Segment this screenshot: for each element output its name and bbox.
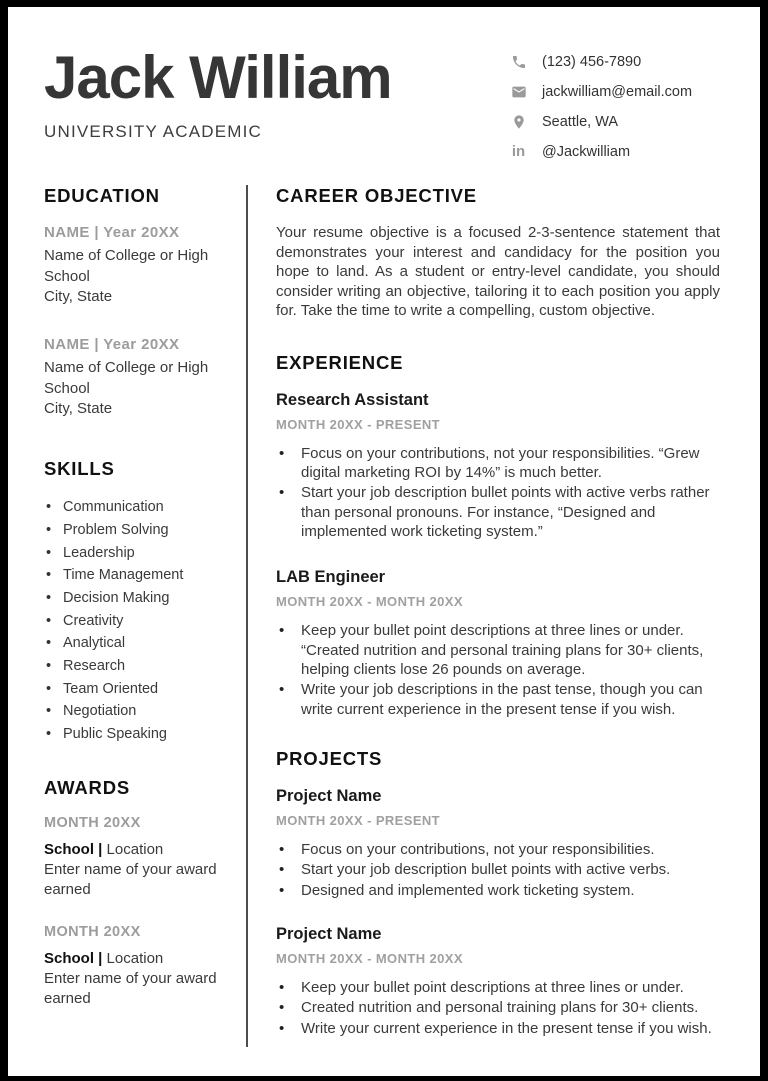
- header: [8, 7, 760, 177]
- bullet-item: • Created nutrition and personal training plans for 30+ clients.: [276, 998, 720, 1017]
- job-title: Research Assistant: [276, 390, 429, 409]
- project-title: Project Name: [276, 924, 382, 943]
- linkedin-icon: in: [511, 143, 526, 160]
- project-dates: MONTH 20XX - PRESENT: [276, 812, 441, 828]
- column-divider: [246, 185, 248, 1047]
- skill-item: • Communication: [44, 496, 230, 519]
- bullet-item: • Keep your bullet point descriptions at three lines or under.: [276, 978, 720, 997]
- content: [8, 177, 760, 1039]
- bullet-item: • Keep your bullet point descriptions at three lines or under. “Created nutrition and personal training plans for 30+ clients, helping clients lose 26 pounds on average.: [276, 621, 720, 679]
- contact-linkedin: @Jackwilliam: [542, 143, 631, 160]
- header-identity: [44, 44, 392, 142]
- contact-phone: (123) 456-7890: [542, 53, 642, 70]
- project-bullet-list: [276, 840, 720, 900]
- skill-item: • Decision Making: [44, 587, 230, 610]
- skill-item: • Leadership: [44, 542, 230, 565]
- award-school-line: [44, 949, 230, 969]
- job-bullet-list: [276, 444, 720, 542]
- skill-item: • Time Management: [44, 564, 230, 587]
- project-bullet-list: [276, 978, 720, 1038]
- skill-item: • Public Speaking: [44, 723, 230, 746]
- bullet-item: • Start your job description bullet points with active verbs rather than personal pronouns. For instance, “Designed and implemented work ticketing system.”: [276, 483, 720, 541]
- person-name: Jack William: [44, 44, 392, 111]
- bullet-item: • Write your current experience in the present tense if you wish.: [276, 1019, 720, 1038]
- award-location: Location: [102, 949, 164, 967]
- person-title: UNIVERSITY ACADEMIC: [44, 122, 263, 142]
- job-bullet-list: [276, 621, 720, 719]
- bullet-item: • Write your job descriptions in the past tense, though you can write current experience in the present tense if you wish.: [276, 680, 720, 719]
- award-school: School |: [44, 840, 103, 858]
- experience-section: [276, 352, 720, 719]
- job-dates: MONTH 20XX - MONTH 20XX: [276, 594, 463, 610]
- education-location: City, State: [44, 288, 113, 306]
- award-date: MONTH 20XX: [44, 814, 141, 831]
- skill-item: • Research: [44, 655, 230, 678]
- contact-item-email: [510, 83, 720, 100]
- education-entry: [44, 224, 230, 308]
- skill-item: • Team Oriented: [44, 678, 230, 701]
- education-school: Name of College or High School: [44, 359, 209, 397]
- project-entry: [276, 925, 720, 1038]
- project-entry: [276, 787, 720, 900]
- experience-job: [276, 568, 720, 719]
- award-entry: [44, 815, 230, 900]
- award-description: Enter name of your award earned: [44, 860, 217, 898]
- education-section: [44, 185, 230, 420]
- career-objective-text: Your resume objective is a focused 2-3-sentence statement that demonstrates your interest and candidacy for the position you hope to land. As a student or entry-level candidate, you should consider writing an objective, tailoring it to each position you apply for. Take the time to write a compelling, custom objective.: [276, 224, 720, 319]
- contact-list: [510, 53, 720, 173]
- bullet-item: • Designed and implemented work ticketing system.: [276, 881, 720, 900]
- projects-section: [276, 748, 720, 1038]
- sidebar: [8, 177, 246, 1030]
- phone-icon: [510, 53, 527, 70]
- contact-item-phone: [510, 53, 720, 70]
- bullet-item: • Focus on your contributions, not your responsibilities.: [276, 840, 720, 859]
- award-location: Location: [102, 840, 164, 858]
- awards-section: [44, 777, 230, 1009]
- education-heading: EDUCATION: [44, 185, 160, 206]
- contact-email: jackwilliam@email.com: [542, 83, 693, 100]
- bullet-item: • Focus on your contributions, not your responsibilities. “Grew digital marketing ROI by 14%” is much better.: [276, 444, 720, 483]
- skill-item: • Negotiation: [44, 700, 230, 723]
- projects-heading: PROJECTS: [276, 747, 383, 769]
- education-entry: [44, 336, 230, 420]
- main-column: [246, 177, 760, 1039]
- career-objective-section: [276, 185, 720, 321]
- contact-item-location: [510, 113, 720, 130]
- education-meta: NAME | Year 20XX: [44, 224, 180, 241]
- job-dates: MONTH 20XX - PRESENT: [276, 416, 441, 432]
- contact-item-linkedin: [510, 143, 720, 160]
- award-date: MONTH 20XX: [44, 923, 141, 940]
- award-school: School |: [44, 949, 103, 967]
- awards-heading: AWARDS: [44, 776, 130, 798]
- email-icon: [510, 83, 527, 100]
- skills-list: [44, 496, 230, 746]
- project-dates: MONTH 20XX - MONTH 20XX: [276, 950, 463, 966]
- award-school-line: [44, 840, 230, 860]
- job-title: LAB Engineer: [276, 568, 386, 587]
- skill-item: • Problem Solving: [44, 519, 230, 542]
- location-pin-icon: [510, 113, 527, 130]
- bullet-item: • Start your job description bullet points with active verbs.: [276, 860, 720, 879]
- education-meta: NAME | Year 20XX: [44, 336, 180, 354]
- career-objective-heading: CAREER OBJECTIVE: [276, 185, 477, 206]
- experience-job: [276, 391, 720, 542]
- skill-item: • Creativity: [44, 610, 230, 633]
- award-entry: [44, 924, 230, 1009]
- award-description: Enter name of your award earned: [44, 969, 217, 1007]
- contact-location: Seattle, WA: [542, 113, 619, 130]
- skills-section: [44, 458, 230, 746]
- experience-heading: EXPERIENCE: [276, 351, 404, 373]
- skill-item: • Analytical: [44, 632, 230, 655]
- skills-heading: SKILLS: [44, 458, 115, 480]
- project-title: Project Name: [276, 786, 382, 805]
- education-location: City, State: [44, 400, 113, 418]
- education-school: Name of College or High School: [44, 247, 209, 285]
